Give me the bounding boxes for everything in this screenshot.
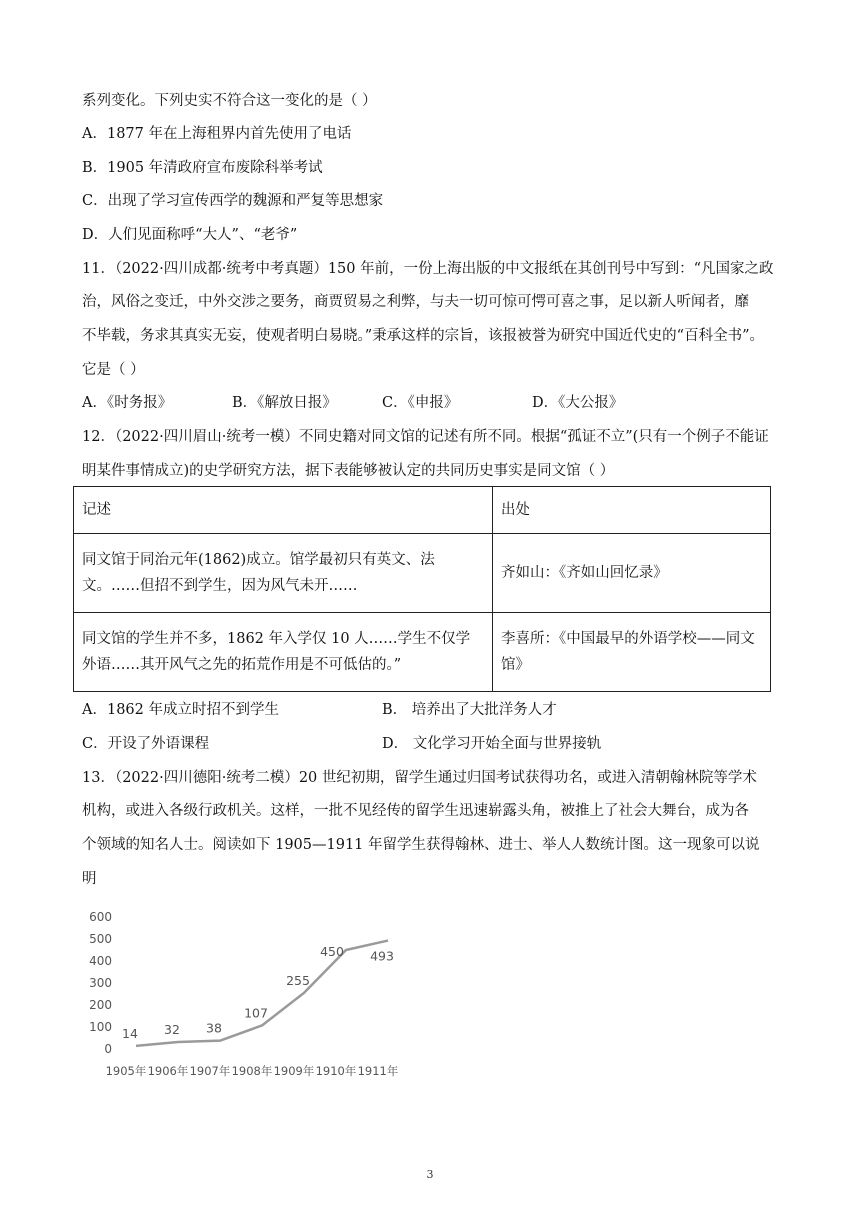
q11-stem-line: 不毕载，务求其真实无妄，使观者明白易晓。”秉承这样的宗旨，该报被誉为研究中国近代史的“百科全书”。: [82, 328, 764, 344]
q11-option-a[interactable]: A．《时务报》: [82, 395, 173, 411]
table-row: [74, 613, 771, 692]
table-cell: 同文馆于同治元年(1862)成立。馆学最初只有英文、法文。……但招不到学生，因为风气未开……: [74, 534, 493, 613]
y-tick-label: 0: [104, 1042, 112, 1056]
y-tick-label: 400: [89, 954, 112, 968]
x-tick-label: 1905年: [105, 1064, 147, 1078]
table-cell: 同文馆的学生并不多，1862 年入学仅 10 人……学生不仅学外语……其开风气之先的拓荒作用是不可低估的。”: [74, 613, 493, 692]
q11-options: [82, 393, 623, 413]
q11-stem-line: 11．（2022·四川成都·统考中考真题）150 年前，一份上海出版的中文报纸在其创刊号中写到：“凡国家之政: [82, 261, 774, 277]
q11-option-c[interactable]: C．《申报》: [382, 395, 459, 411]
data-label: 255: [286, 972, 310, 988]
y-tick-label: 500: [89, 932, 112, 946]
table-row: [74, 534, 771, 613]
q10-stem: 系列变化。下列史实不符合这一变化的是（ ）: [82, 93, 377, 109]
data-label: 32: [164, 1021, 180, 1037]
q12-option-a[interactable]: A．1862 年成立时招不到学生: [82, 702, 279, 718]
x-tick-label: 1911年: [357, 1064, 399, 1078]
q11-stem-line: 治，风俗之变迁，中外交涉之要务，商贾贸易之利弊，与夫一切可惊可愕可喜之事，足以新人听闻者，靡: [82, 294, 749, 310]
data-label: 38: [206, 1020, 222, 1036]
x-tick-label: 1906年: [147, 1064, 189, 1078]
q13-stem-line: 个领域的知名人士。阅读如下 1905—1911 年留学生获得翰林、进士、举人人数统计图。这一现象可以说: [82, 837, 760, 853]
x-tick-label: 1907年: [189, 1064, 231, 1078]
q13-stem-line: 明: [82, 871, 97, 887]
y-tick-label: 100: [89, 1020, 112, 1034]
q12-option-c[interactable]: C．开设了外语课程: [82, 736, 210, 752]
q11-stem-line: 它是（ ）: [82, 362, 145, 378]
y-tick-label: 300: [89, 976, 112, 990]
x-tick-label: 1908年: [231, 1064, 273, 1078]
q11-option-b[interactable]: B．《解放日报》: [232, 395, 337, 411]
table-header-cell: 记述: [74, 487, 493, 534]
q12-option-b[interactable]: B． 培养出了大批洋务人才: [382, 702, 557, 718]
source-table: [73, 486, 771, 692]
page-number: 3: [426, 1168, 434, 1181]
q13-stem-line: 13．（2022·四川德阳·统考二模）20 世纪初期，留学生通过归国考试获得功名，或进入清朝翰林院等学术: [82, 770, 757, 786]
q13-stem-line: 机构，或进入各级行政机关。这样，一批不见经传的留学生迅速崭露头角，被推上了社会大舞台，成为各: [82, 803, 749, 819]
table-cell: 李喜所：《中国最早的外语学校——同文馆》: [493, 613, 771, 692]
q10-option-c[interactable]: C．出现了学习宣传西学的魏源和严复等思想家: [82, 193, 384, 209]
q12-stem-line: 明某件事情成立)的史学研究方法，据下表能够被认定的共同历史事实是同文馆（ ）: [82, 463, 615, 479]
data-label: 450: [320, 944, 344, 959]
x-tick-label: 1910年: [315, 1064, 357, 1078]
q11-option-d[interactable]: D．《大公报》: [532, 395, 624, 411]
y-tick-label: 200: [89, 998, 112, 1012]
q12-stem-line: 12．（2022·四川眉山·统考一模）不同史籍对同文馆的记述有所不同。根据“孤证不立”(只有一个例子不能证: [82, 429, 769, 445]
data-label: 107: [244, 1005, 268, 1021]
data-label: 493: [370, 948, 394, 964]
q10-option-b[interactable]: B．1905 年清政府宣布废除科举考试: [82, 160, 323, 176]
table-header-cell: 出处: [493, 487, 771, 534]
y-tick-label: 600: [89, 910, 112, 924]
q10-option-a[interactable]: A．1877 年在上海租界内首先使用了电话: [82, 126, 352, 142]
data-label: 14: [122, 1025, 138, 1041]
q12-option-d[interactable]: D． 文化学习开始全面与世界接轨: [382, 736, 602, 752]
scholar-count-line-chart: [88, 905, 408, 1090]
table-header-row: [74, 487, 771, 534]
x-tick-label: 1909年: [273, 1064, 315, 1078]
table-cell: 齐如山：《齐如山回忆录》: [493, 534, 771, 613]
q10-option-d[interactable]: D．人们见面称呼“大人”、“老爷”: [82, 227, 298, 243]
